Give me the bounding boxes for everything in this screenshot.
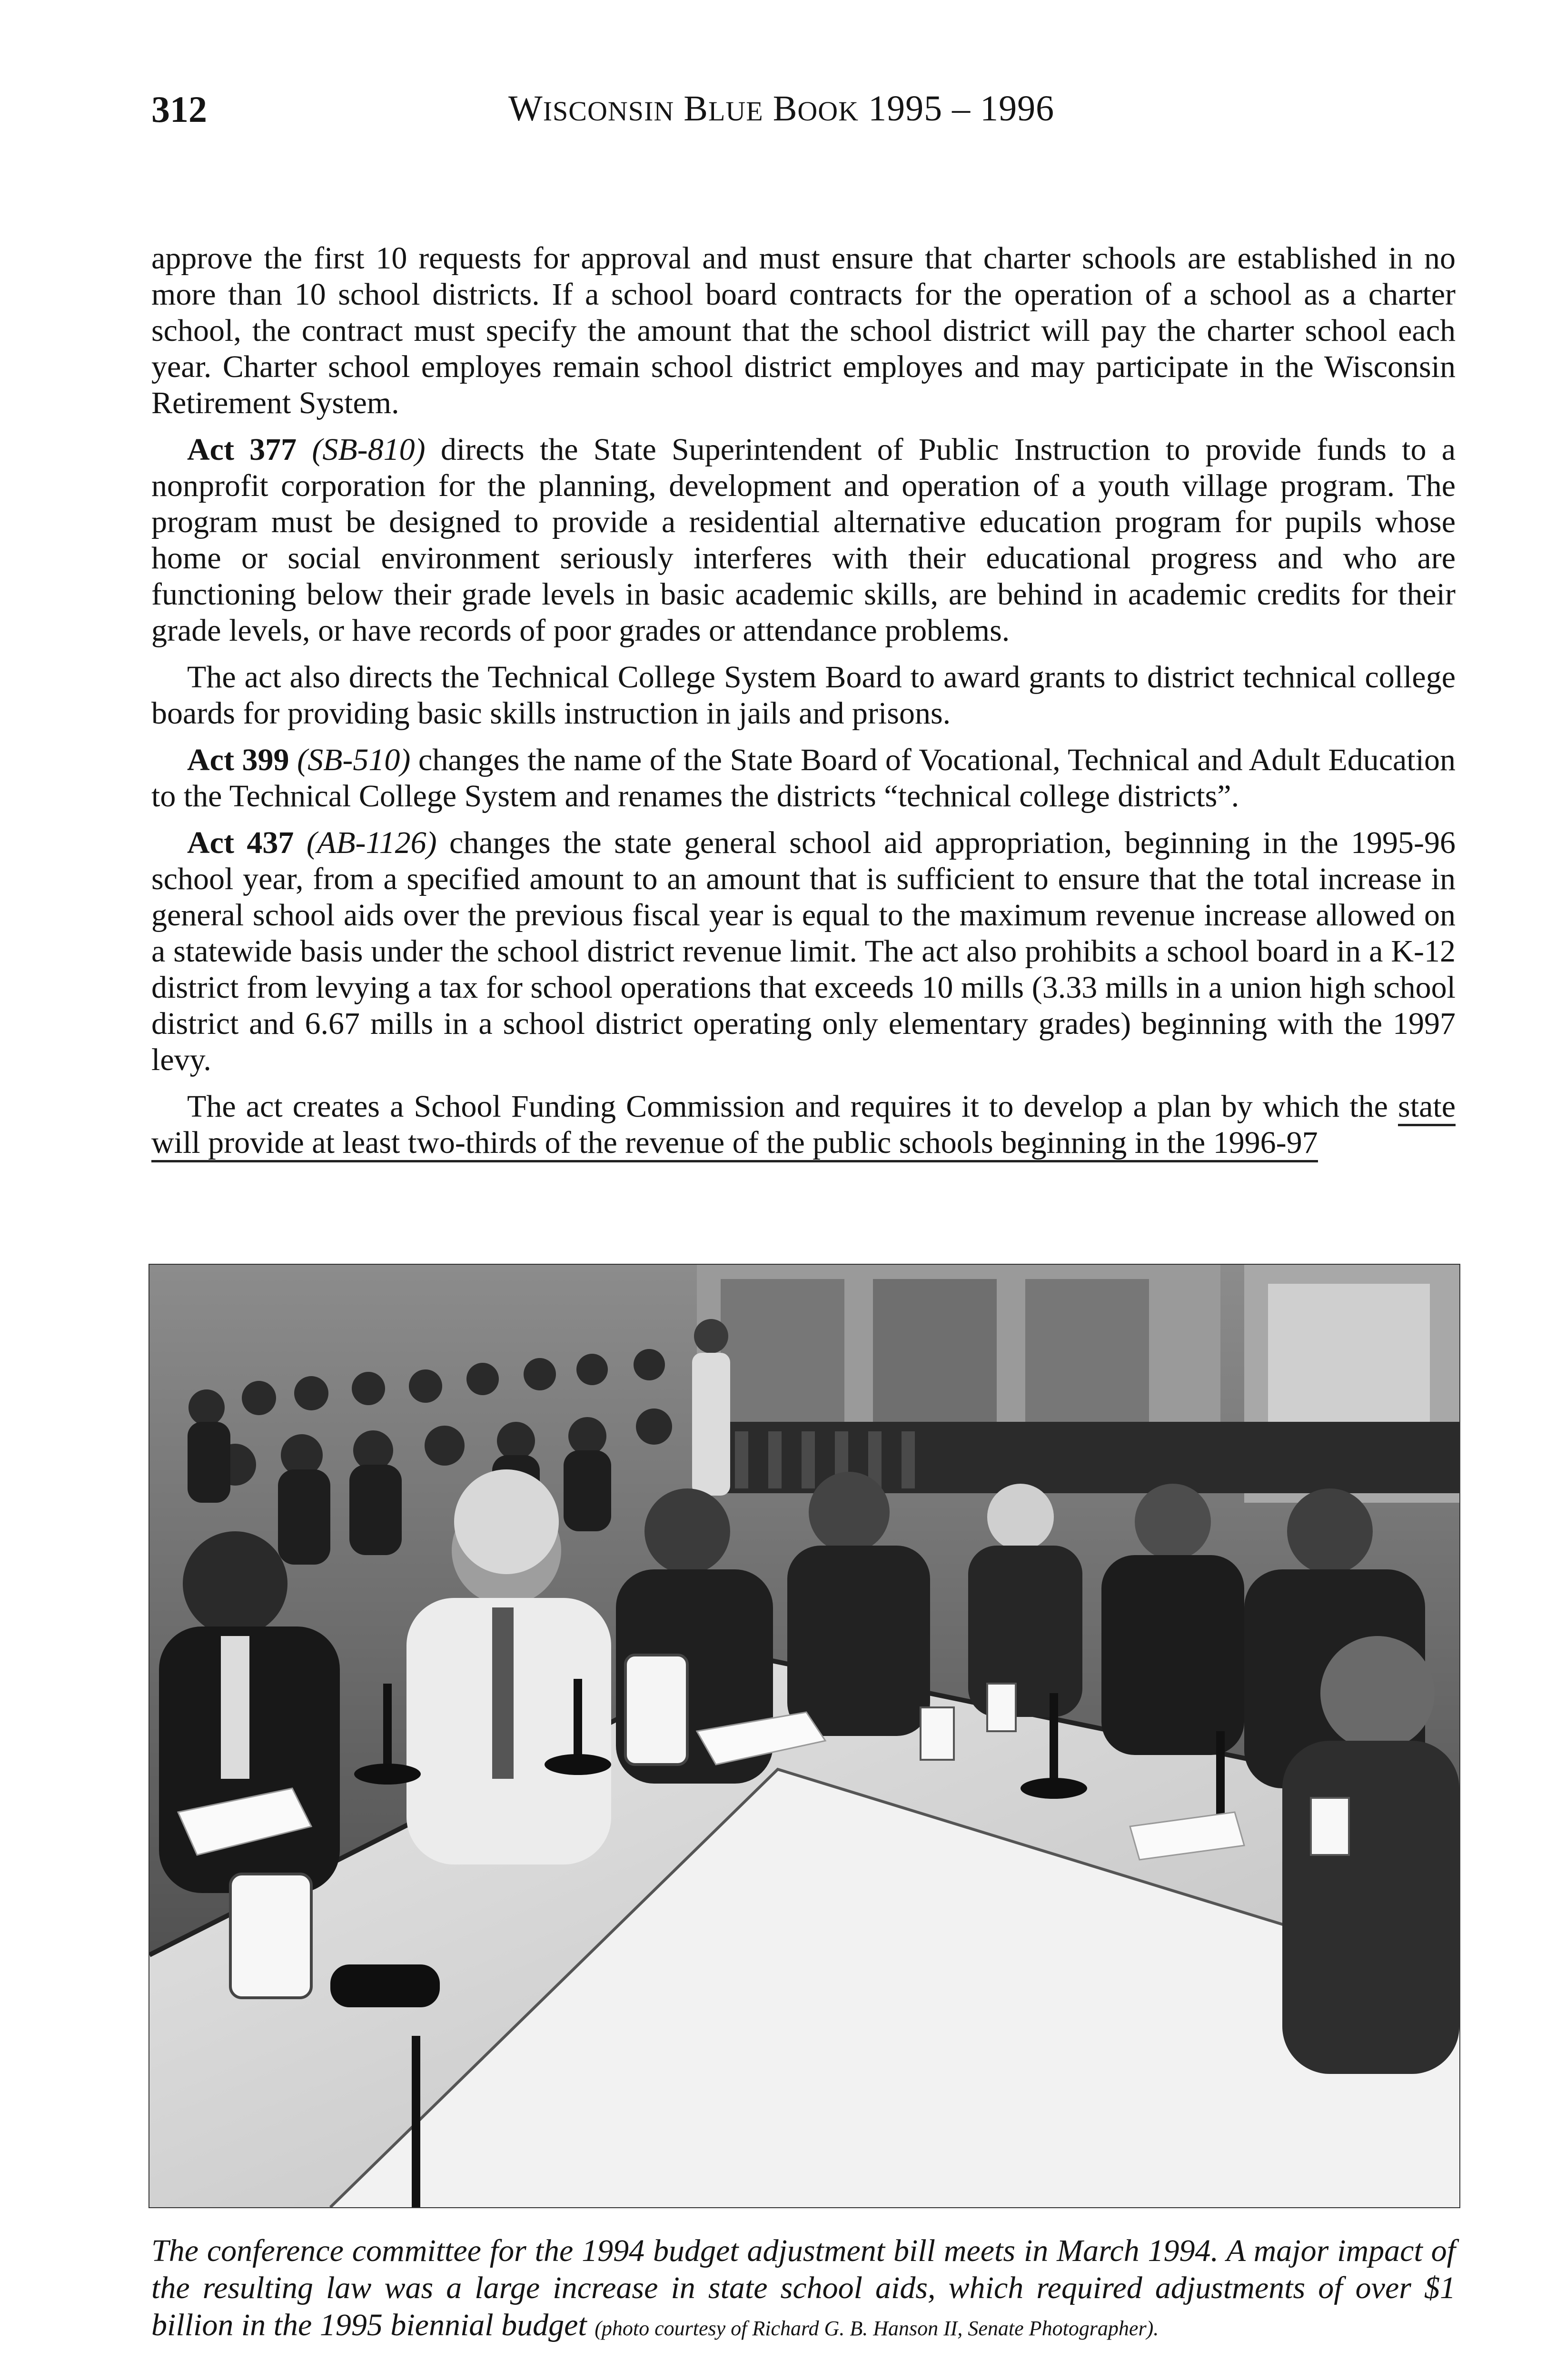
page-number: 312 [151, 89, 207, 130]
bill-reference: (SB-810) [312, 432, 426, 467]
photo-illustration [149, 1265, 1459, 2207]
bill-reference: (SB-510) [297, 743, 411, 777]
book-title [508, 88, 1054, 129]
book-title-cap-w: W [508, 89, 543, 129]
body-text [151, 240, 1456, 1171]
act-label: Act 399 [187, 743, 289, 777]
paragraph-body: changes the name of the State Board of Vocational, Technical and Adult Education to the Technical College System and renames the districts “technical college districts”. [151, 743, 1456, 813]
act-label: Act 437 [187, 825, 294, 860]
book-title-cap-b2: B [773, 89, 798, 129]
paragraph-charter-schools: approve the first 10 requests for approval and must ensure that charter schools are established in no more than 10 school districts. If a school board contracts for the operation of a school as a charter school, the contract must specify the amount that the school district will pay the charter school each year. Charter school employes remain school district employes and may participate in the Wisconsin Retirement System. [151, 241, 1456, 420]
paragraph-body: directs the State Superintendent of Public Instruction to provide funds to a nonprofit corporation for the planning, development and operation of a youth village program. The program must be designed to provide a residential alternative education program for pupils whose home or social environment seriously interferes with their educational progress and who are functioning below their grade levels in basic academic skills, are behind in academic credits for their grade levels, or have records of poor grades or attendance problems. [151, 432, 1456, 648]
paragraph-school-funding-commission [151, 1089, 1456, 1161]
conference-committee-photo [149, 1264, 1460, 2208]
paragraph-body: changes the state general school aid appropriation, beginning in the 1995-96 school year, from a specified amount to an amount that is sufficient to ensure that the total increase in general school aids over the previous fiscal year is equal to the maximum revenue increase allowed on a statewide basis under the school district revenue limit. The act also prohibits a school board in a K-12 district from levying a tax for school operations that exceeds 10 mills (3.33 mills in a union high school district and 6.67 mills in a school district operating only elementary grades) beginning with the 1997 levy. [151, 825, 1456, 1077]
photo-credit: (photo courtesy of Richard G. B. Hanson II, Senate Photographer). [595, 2317, 1159, 2340]
book-years: 1995 – 1996 [868, 89, 1055, 129]
bill-reference: (AB-1126) [306, 825, 437, 860]
paragraph-act-437 [151, 825, 1456, 1078]
paragraph-continued-line: state will provide at least two-thirds of the revenue of the public schools beginning in the 1996-97 [151, 1089, 1456, 1162]
paragraph-act-399 [151, 742, 1456, 814]
photo-caption [151, 2232, 1456, 2347]
book-title-cap-b: B [684, 89, 708, 129]
caption-text: The conference committee for the 1994 budget adjustment bill meets in March 1994. A major impact of the resulting law was a large increase in state school aids, which required adjustments of over $1 billion in the 1995 biennial budget [151, 2233, 1456, 2342]
running-head [151, 88, 1456, 140]
paragraph-body: The act creates a School Funding Commission and requires it to develop a plan by which the [187, 1089, 1398, 1124]
paragraph-act-377 [151, 432, 1456, 649]
book-title-part-1: ISCONSIN [543, 96, 674, 127]
book-title-part-2: LUE [708, 96, 763, 127]
act-label: Act 377 [187, 432, 297, 467]
book-title-part-3: OOK [797, 96, 859, 127]
paragraph-technical-college-grants: The act also directs the Technical College System Board to award grants to district technical college boards for providing basic skills instruction in jails and prisons. [151, 660, 1456, 731]
